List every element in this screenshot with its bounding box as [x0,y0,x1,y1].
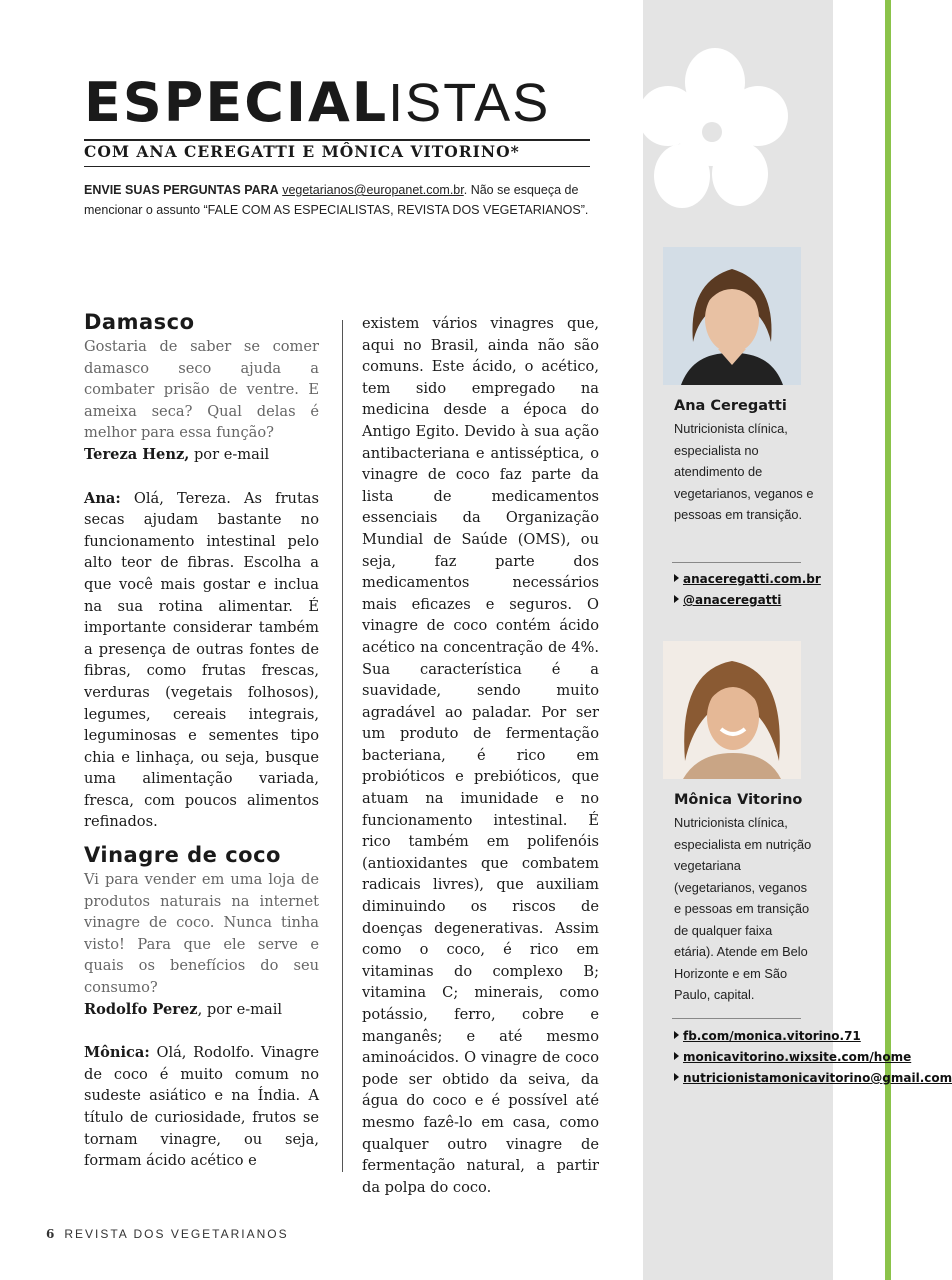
answer-text: Olá, Rodolfo. Vinagre de coco é muito comum no sudeste asiático e na Índia. A título de curiosidade, frutos se tornam vinagre, ou seja, formam ácido acético e [84,1044,319,1170]
link-item [674,570,821,588]
bio-rule [672,562,801,563]
question-author [84,999,319,1021]
section-title [84,72,550,134]
intro-text [84,180,609,220]
avatar [663,641,801,779]
specialist-links [674,1027,952,1090]
title-rule [84,139,590,141]
author-name: Rodolfo Perez [84,1000,198,1018]
specialist-description: Nutricionista clínica, especialista em nutrição vegetariana (vegetarianos, veganos e pessoas em transição de qualquer faixa etária). Atende em Belo Horizonte e em São Paulo, capital. [674,815,812,1002]
specialist-name: Ana Ceregatti [674,398,787,414]
specialist-answer [84,488,319,834]
reader-question: Vi para vender em uma loja de produtos naturais na internet vinagre de coco. Nunca tinha visto! Para que ele serve e quais os benefícios do seu consumo? [84,871,319,997]
email-link[interactable]: nutricionistamonicavitorino@gmail.com [683,1071,952,1085]
reader-question: Gostaria de saber se comer damasco seco ajuda a combater prisão de ventre. E ameixa seca? Qual delas é melhor para essa função? [84,338,319,442]
answer-lead: Mônica: [84,1044,150,1062]
portrait-monica-image [663,641,801,779]
title-light-part: ISTAS [388,73,551,133]
magazine-name: REVISTA DOS VEGETARIANOS [64,1227,289,1241]
intro-email-link[interactable]: vegetarianos@europanet.com.br [282,183,464,197]
article-heading: Damasco [84,310,195,334]
specialist-bio [674,792,814,1006]
avatar [663,247,801,385]
answer-text: Olá, Tereza. As frutas secas ajudam bastante no funcionamento intestinal pelo alto teor de fibras. Escolha a que você mais gostar e inclua na sua rotina alimentar. É importante considerar também a presença de outras fontes de fibras, como frutas frescas, verduras (vegetais folhosos), legumes, cereais integrais, leguminosas e sementes tipo chia e linhaça, ou seja, busque uma alimentação variada, fresca, com poucos alimentos refinados. [84,489,319,831]
page-footer [46,1227,289,1241]
link-item [674,1027,861,1045]
intro-lead: ENVIE SUAS PERGUNTAS PARA [84,183,279,197]
answer-lead: Ana: [84,489,121,507]
website-link[interactable]: monicavitorino.wixsite.com/home [683,1050,912,1064]
column-divider [342,320,343,1172]
specialist-name: Mônica Vitorino [674,792,803,808]
page-edge-accent [885,0,891,1280]
article-column-left [84,308,319,1172]
subtitle-rule [84,166,590,167]
title-bold-part: ESPECIAL [84,71,389,134]
author-name: Tereza Henz, [84,445,190,463]
bio-rule [672,1018,801,1019]
article-column-right [362,313,599,1198]
facebook-link[interactable]: fb.com/monica.vitorino.71 [683,1029,861,1043]
link-item [674,1048,912,1066]
website-link[interactable]: anaceregatti.com.br [683,572,821,586]
author-via: , por e-mail [197,1000,283,1018]
page-number: 6 [46,1227,57,1241]
article-heading: Vinagre de coco [84,843,281,868]
intro-body: . Não se esqueça de mencionar o assunto “FALE COM AS ESPECIALISTAS, REVISTA DOS VEGETARIANOS”. [84,183,589,217]
author-via: por e-mail [189,445,270,463]
portrait-ana-image [663,247,801,385]
section-subtitle: COM ANA CEREGATTI E MÔNICA VITORINO* [84,142,520,161]
specialist-description: Nutricionista clínica, especialista no atendimento de vegetarianos, veganos e pessoas em transição. [674,421,814,522]
link-item [674,591,809,609]
specialist-answer [84,1042,319,1172]
link-item [674,1069,952,1087]
flower-icon [640,44,790,214]
specialist-links [674,570,821,612]
specialist-bio [674,398,814,526]
answer-continuation: existem vários vinagres que, aqui no Brasil, ainda não são comuns. Este ácido, o acético, tem sido empregado na medicina desde a época do Antigo Egito. Devido à sua ação antibacteriana e antisséptica, o vinagre de coco faz parte da lista de medicamentos essenciais da Organização Mundial de Saúde (OMS), ou seja, faz parte dos medicamentos necessários mais eficazes e seguros. O vinagre de coco contém ácido acético na concentração de 4%. Sua característica é a suavidade, sendo muito agradável ao paladar. Por ser um produto de fermentação bacteriana, é rico em probióticos e prebióticos, que atuam na imunidade e no funcionamento intestinal. É rico também em polifenóis (antioxidantes que combatem radicais livres), que auxiliam diminuindo os riscos de doenças degenerativas. Assim como o coco, é rico em vitaminas do complexo B; vitamina C; minerais, como potássio, ferro, cobre e manganês; e até mesmo aminoácidos. O vinagre de coco pode ser obtido da seiva, da água do coco e é possível até mesmo fazê-lo em casa, como qualquer outro vinagre de fermentação natural, a partir da polpa do coco. [362,315,599,1196]
social-handle-link[interactable]: @anaceregatti [683,593,782,607]
question-author [84,444,319,466]
